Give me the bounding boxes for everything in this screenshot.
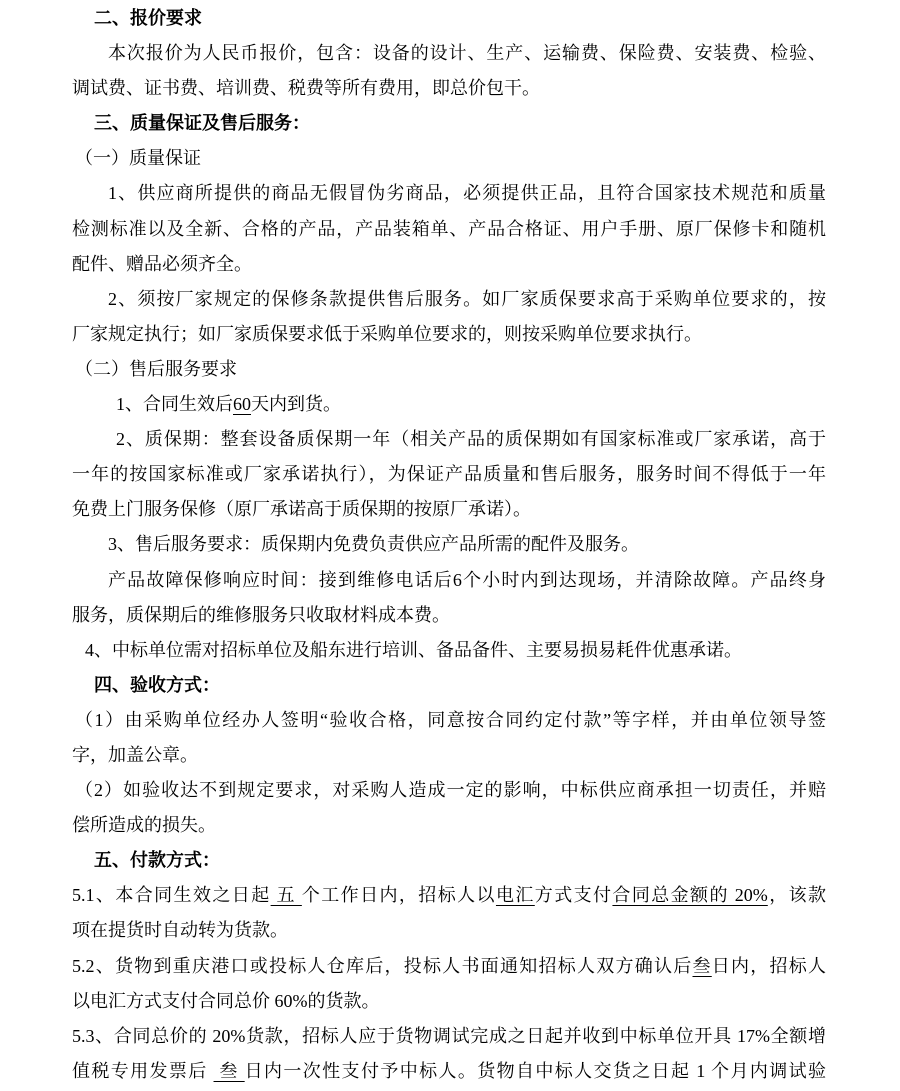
text-segment: 5.2、货物到重庆港口或投标人仓库后，投标人书面通知招标人双方确认后 <box>72 955 693 976</box>
underlined-text: 合同总金额的 20% <box>612 885 768 906</box>
doc-line <box>72 247 826 282</box>
text-segment: 个工作日内，招标人以 <box>301 885 496 906</box>
doc-line <box>72 984 826 1019</box>
text-segment: 字，加盖公章。 <box>72 744 198 765</box>
text-segment: 服务，质保期后的维修服务只收取材料成本费。 <box>72 604 450 625</box>
doc-line <box>72 633 826 668</box>
doc-line <box>72 212 826 247</box>
text-segment: 值税专用发票后 <box>72 1060 214 1081</box>
text-segment: 2、须按厂家规定的保修条款提供售后服务。如厂家质保要求高于采购单位要求的，按 <box>108 288 826 309</box>
text-segment: （一）质量保证 <box>75 148 201 169</box>
doc-line <box>72 352 826 387</box>
doc-line <box>72 949 826 984</box>
underlined-text: 五 <box>270 885 302 906</box>
doc-line <box>72 106 826 141</box>
doc-line <box>72 1 826 36</box>
doc-line <box>72 878 826 913</box>
underlined-text: 电汇 <box>495 885 535 906</box>
text-segment: 调试费、证书费、培训费、税费等所有费用，即总价包干。 <box>72 78 540 99</box>
text-segment: 项在提货时自动转为货款。 <box>72 920 288 941</box>
doc-line <box>72 1054 826 1089</box>
text-segment: 4、中标单位需对招标单位及船东进行培训、备品备件、主要易损易耗件优惠承诺。 <box>85 639 742 660</box>
text-segment: 配件、赠品必须齐全。 <box>72 253 252 274</box>
doc-line <box>72 457 826 492</box>
doc-line <box>72 387 826 422</box>
doc-line <box>72 738 826 773</box>
doc-line <box>72 1019 826 1054</box>
doc-line <box>72 492 826 527</box>
doc-line <box>72 563 826 598</box>
text-segment: 5.1、本合同生效之日起 <box>72 885 271 906</box>
text-segment: 方式支付 <box>534 885 613 906</box>
text-segment: 5.3、合同总价的 20%货款，招标人应于货物调试完成之日起并收到中标单位开具 17%全额增 <box>72 1025 826 1046</box>
underlined-text: 叁 <box>692 955 712 976</box>
doc-line <box>72 141 826 176</box>
doc-line <box>72 773 826 808</box>
underlined-text: 60 <box>233 394 251 415</box>
doc-line <box>72 843 826 878</box>
text-segment: 检测标准以及全新、合格的产品，产品装箱单、产品合格证、用户手册、原厂保修卡和随机 <box>72 218 826 239</box>
text-segment: 四、验收方式： <box>94 674 220 695</box>
text-segment: 1、供应商所提供的商品无假冒伪劣商品，必须提供正品，且符合国家技术规范和质量 <box>108 183 826 204</box>
doc-line <box>72 598 826 633</box>
document-body <box>72 1 826 1089</box>
doc-line <box>72 913 826 948</box>
text-segment: 天内到货。 <box>251 394 341 415</box>
doc-line <box>72 317 826 352</box>
text-segment: 免费上门服务保修（原厂承诺高于质保期的按原厂承诺）。 <box>72 499 531 520</box>
text-segment: 二、报价要求 <box>94 8 202 28</box>
text-segment: 本次报价为人民币报价，包含：设备的设计、生产、运输费、保险费、安装费、检验、 <box>108 43 826 64</box>
text-segment: 偿所造成的损失。 <box>72 815 216 836</box>
text-segment: 厂家规定执行；如厂家质保要求低于采购单位要求的，则按采购单位要求执行。 <box>72 323 702 344</box>
text-segment: 三、质量保证及售后服务： <box>94 113 310 134</box>
text-segment: （二）售后服务要求 <box>75 358 237 379</box>
text-segment: 产品故障保修响应时间：接到维修电话后6个小时内到达现场，并清除故障。产品终身 <box>108 569 826 590</box>
text-segment: 3、售后服务要求：质保期内免费负责供应产品所需的配件及服务。 <box>108 534 639 555</box>
text-segment: 日内一次性支付予中标人。货物自中标人交货之日起 1 个月内调试验 <box>244 1060 827 1081</box>
doc-line <box>72 422 826 457</box>
doc-line <box>72 668 826 703</box>
doc-line <box>72 703 826 738</box>
doc-line <box>72 36 826 71</box>
doc-line <box>72 71 826 106</box>
text-segment: 一年的按国家标准或厂家承诺执行），为保证产品质量和售后服务，服务时间不得低于一年 <box>72 464 826 485</box>
doc-line <box>72 176 826 211</box>
underlined-text: 叁 <box>213 1060 245 1081</box>
doc-line <box>72 527 826 562</box>
text-segment: 1、合同生效后 <box>116 394 233 415</box>
text-segment: 以电汇方式支付合同总价 60%的货款。 <box>72 990 380 1011</box>
text-segment: （2）如验收达不到规定要求，对采购人造成一定的影响，中标供应商承担一切责任，并赔 <box>75 780 826 801</box>
text-segment: 日内，招标人 <box>711 955 826 976</box>
doc-line <box>72 808 826 843</box>
text-segment: （1）由采购单位经办人签明“验收合格，同意按合同约定付款”等字样，并由单位领导签 <box>75 709 826 730</box>
doc-line <box>72 282 826 317</box>
text-segment: 2、质保期：整套设备质保期一年（相关产品的质保期如有国家标准或厂家承诺，高于 <box>116 429 826 450</box>
text-segment: ，该款 <box>767 885 827 906</box>
text-segment: 五、付款方式： <box>94 850 220 871</box>
